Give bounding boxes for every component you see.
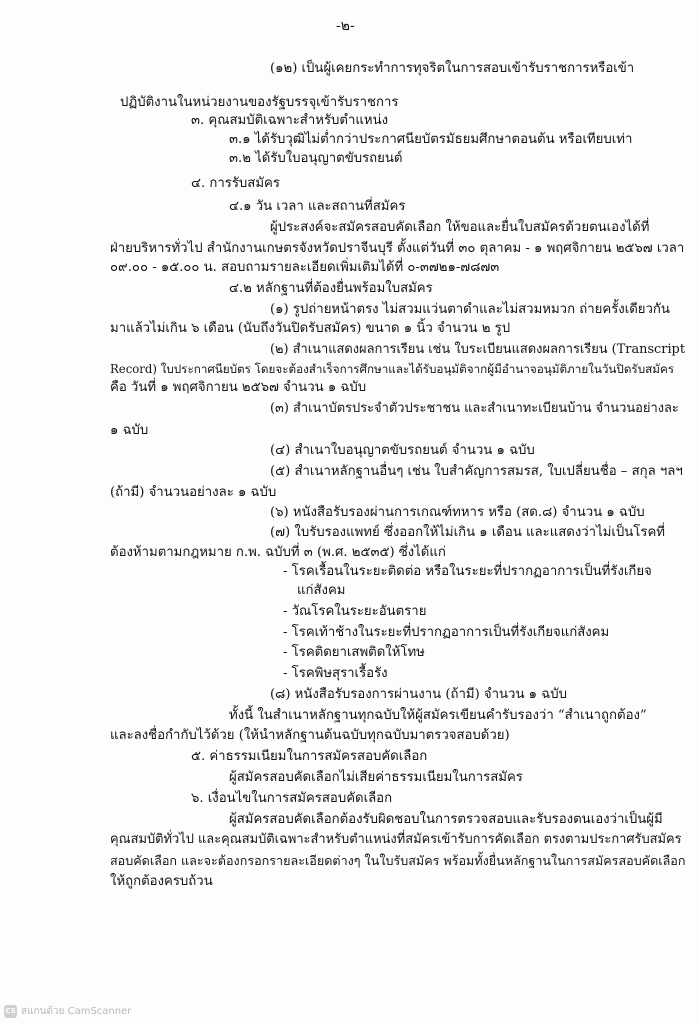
text-line: ๔.๒ หลักฐานที่ต้องยื่นพร้อมใบสมัคร [229,281,433,296]
text-line: (๔) สำเนาใบอนุญาตขับรถยนต์ จำนวน ๑ ฉบับ [270,443,535,458]
text-line: (๓) สำเนาบัตรประจำตัวประชาชน และสำเนาทะเบียนบ้าน จำนวนอย่างละ [270,401,679,416]
list-item-disease: - โรคเรื้อนในระยะติดต่อ หรือในระยะที่ปรากฏอาการเป็นที่รังเกียจ [283,564,652,579]
text-line: (๑) รูปถ่ายหน้าตรง ไม่สวมแว่นตาดำและไม่สวมหมวก ถ่ายครั้งเดียวกัน [270,302,670,317]
text-line: แก่สังคม [297,583,346,598]
text-line: ให้ถูกต้องครบถ้วน [110,874,213,889]
text-line: ๔.๑ วัน เวลา และสถานที่สมัคร [229,199,406,214]
heading-application: ๔. การรับสมัคร [191,176,280,191]
list-item-disease: - โรคติดยาเสพติดให้โทษ [283,645,425,660]
text-line: ปฏิบัติงานในหน่วยงานของรัฐบรรจุเข้ารับราชการ [120,95,399,110]
text-line: มาแล้วไม่เกิน ๖ เดือน (นับถึงวันปิดรับสมัคร) ขนาด ๑ นิ้ว จำนวน ๒ รูป [110,321,511,336]
text-line: (ถ้ามี) จำนวนอย่างละ ๑ ฉบับ [110,485,277,500]
list-item-disease: - โรคเท้าช้างในระยะที่ปรากฏอาการเป็นที่รังเกียจแก่สังคม [283,625,610,640]
text-line: (๕) สำเนาหลักฐานอื่นๆ เช่น ใบสำคัญการสมรส, ใบเปลี่ยนชื่อ – สกุล ฯลฯ [270,464,683,479]
list-item-disease: - โรคพิษสุราเรื้อรัง [283,666,388,681]
camscanner-watermark [4,1003,131,1019]
heading-qualification: ๓. คุณสมบัติเฉพาะสำหรับตำแหน่ง [191,113,389,128]
text-line: ๓.๒ ได้รับใบอนุญาตขับรถยนต์ [229,151,403,166]
text-line: สอบคัดเลือก และจะต้องกรอกรายละเอียดต่างๆ ในใบรับสมัคร พร้อมทั้งยื่นหลักฐานในการสมัครสอบคัดเลือก [110,853,686,868]
text-line: (๒) สำเนาแสดงผลการเรียน เช่น ใบระเบียนแสดงผลการเรียน (Transcript [270,342,685,357]
text-line: Record) ใบประกาศนียบัตร โดยจะต้องสำเร็จการศึกษาและได้รับอนุมัติจากผู้มีอำนาจอนุมัติภายในวันปิดรับสมัคร [110,362,675,376]
text-line: ผู้สมัครสอบคัดเลือกต้องรับผิดชอบในการตรวจสอบและรับรองตนเองว่าเป็นผู้มี [229,812,663,827]
text-line: ผู้ประสงค์จะสมัครสอบคัดเลือก ให้ขอและยื่นใบสมัครด้วยตนเองได้ที่ [270,220,650,235]
camscanner-logo-icon: CS [4,1005,17,1018]
text-line: ๑ ฉบับ [110,423,149,438]
text-line: คือ วันที่ ๑ พฤศจิกายน ๒๕๖๗ จำนวน ๑ ฉบับ [110,380,367,395]
text-line: และลงชื่อกำกับไว้ด้วย (ให้นำหลักฐานต้นฉบับทุกฉบับมาตรวจสอบด้วย) [110,728,510,743]
text-line: ๓.๑ ได้รับวุฒิไม่ต่ำกว่าประกาศนียบัตรมัธยมศึกษาตอนต้น หรือเทียบเท่า [229,132,633,147]
heading-fee: ๕. ค่าธรรมเนียมในการสมัครสอบคัดเลือก [191,749,428,764]
text-line: (๖) หนังสือรับรองผ่านการเกณฑ์ทหาร หรือ (สด.๘) จำนวน ๑ ฉบับ [270,505,645,520]
text-line: ต้องห้ามตามกฎหมาย ก.พ. ฉบับที่ ๓ (พ.ศ. ๒๕๓๕) ซึ่งได้แก่ [110,545,446,560]
page-number: -๒- [336,18,355,34]
text-line: ผู้สมัครสอบคัดเลือกไม่เสียค่าธรรมเนียมในการสมัคร [229,770,523,785]
list-item-disease: - วัณโรคในระยะอันตราย [283,604,427,619]
text-line: (๘) หนังสือรับรองการผ่านงาน (ถ้ามี) จำนวน ๑ ฉบับ [270,687,567,702]
text-line: ทั้งนี้ ในสำเนาหลักฐานทุกฉบับให้ผู้สมัครเขียนคำรับรองว่า “สำเนาถูกต้อง” [229,708,647,723]
text-line: (๑๒) เป็นผู้เคยกระทำการทุจริตในการสอบเข้ารับราชการหรือเข้า [270,61,635,76]
heading-conditions: ๖. เงื่อนไขในการสมัครสอบคัดเลือก [191,791,393,806]
text-line: (๗) ใบรับรองแพทย์ ซึ่งออกให้ไม่เกิน ๑ เดือน และแสดงว่าไม่เป็นโรคที่ [270,525,665,540]
watermark-text: สแกนด้วย CamScanner [21,1005,132,1017]
text-line: คุณสมบัติทั่วไป และคุณสมบัติเฉพาะสำหรับตำแหน่งที่สมัครเข้ารับการคัดเลือก ตรงตามประกาศรับสมัคร [110,832,682,847]
text-line: ๐๙.๐๐ - ๑๕.๐๐ น. สอบถามรายละเอียดเพิ่มเติมได้ที่ ๐-๓๗๒๑-๗๘๗๓ [110,260,500,275]
text-line: ฝ่ายบริหารทั่วไป สำนักงานเกษตรจังหวัดปราจีนบุรี ตั้งแต่วันที่ ๓๐ ตุลาคม - ๑ พฤศจิกายน ๒๕๖๗ เวลา [110,241,685,256]
